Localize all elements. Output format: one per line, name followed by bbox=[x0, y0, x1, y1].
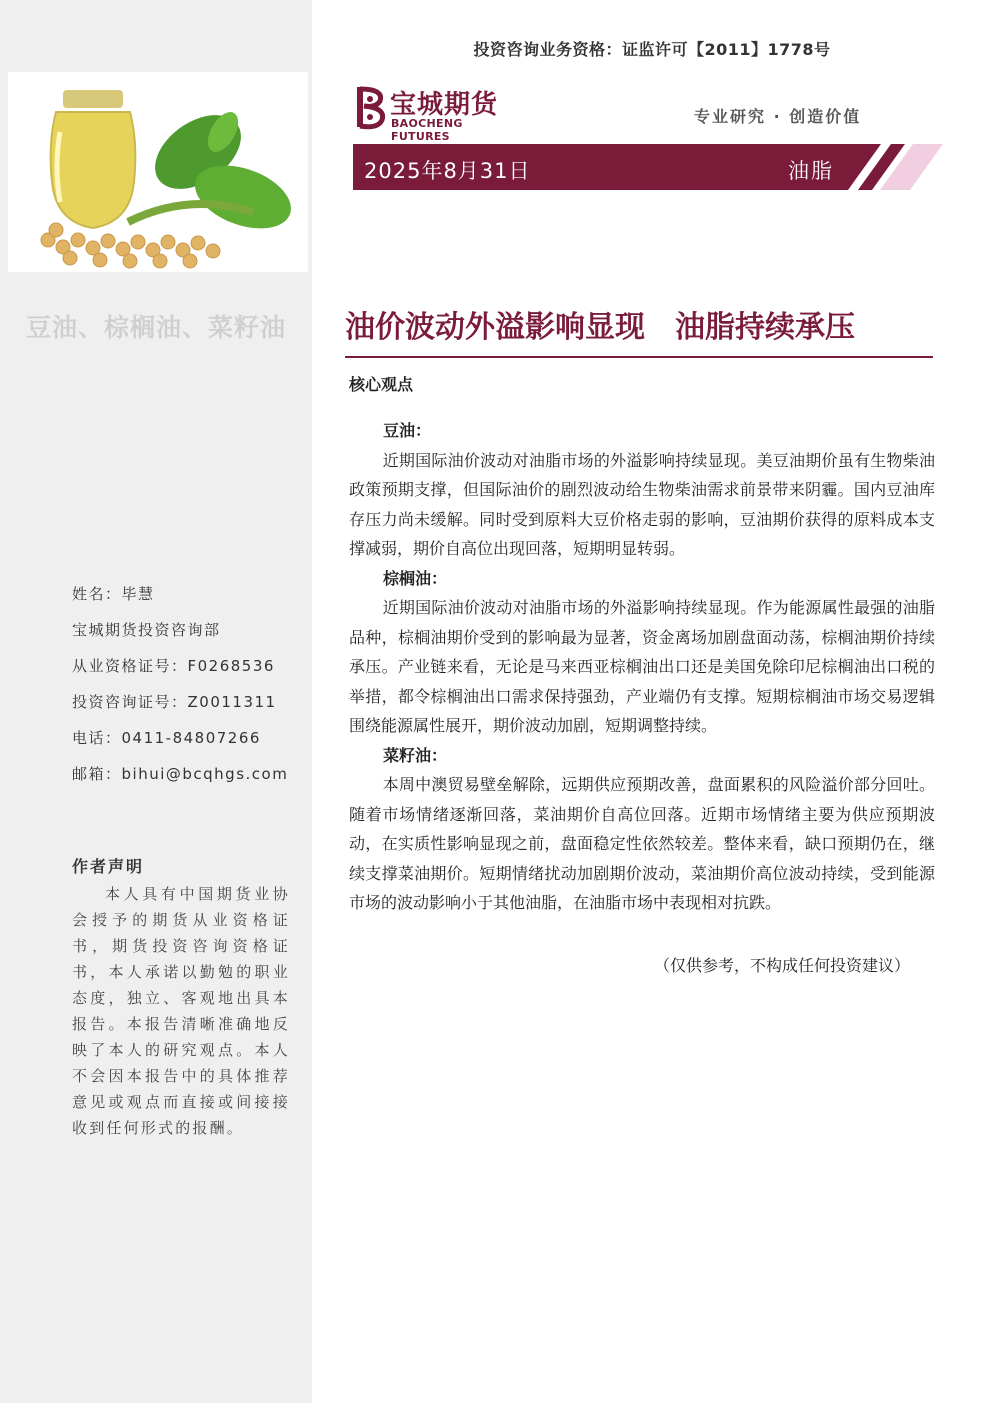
consulting-license-number: 投资咨询证号：Z0011311 bbox=[72, 693, 277, 711]
soybean-oil-paragraph: 近期国际油价波动对油脂市场的外溢影响持续显现。美豆油期价虽有生物柴油政策预期支撑，但国际油价的剧烈波动给生物柴油需求前景带来阴霾。国内豆油库存压力尚未缓解。同时受到原料大豆价格走弱的影响，豆油期价获得的原料成本支撑减弱，期价自高位出现回落，短期明显转弱。 bbox=[349, 450, 935, 558]
sidebar bbox=[0, 0, 312, 1403]
logo-text-en: BAOCHENG FUTURES bbox=[391, 117, 463, 143]
disclaimer: （仅供参考，不构成任何投资建议） bbox=[654, 956, 911, 975]
product-category: 豆油、棕榈油、菜籽油 bbox=[25, 313, 286, 342]
soybean-oil-photo bbox=[8, 72, 308, 272]
logo-mark-icon bbox=[354, 84, 388, 130]
report-headline: 油价波动外溢影响显现 油脂持续承压 bbox=[345, 310, 855, 345]
email-address[interactable]: 邮箱：bihui@bcqhgs.com bbox=[72, 765, 289, 783]
core-views-content bbox=[349, 416, 935, 918]
report-category: 油脂 bbox=[788, 159, 834, 183]
phone-number: 电话：0411-84807266 bbox=[72, 729, 261, 747]
rapeseed-oil-heading: 菜籽油： bbox=[383, 745, 448, 765]
license-line: 投资咨询业务资格：证监许可【2011】1778号 bbox=[473, 40, 831, 59]
headline-divider bbox=[345, 356, 933, 358]
palm-oil-heading: 棕榈油： bbox=[383, 568, 448, 588]
practice-license-number: 从业资格证号：F0268536 bbox=[72, 657, 275, 675]
slogan: 专业研究 · 创造价值 bbox=[694, 107, 862, 126]
declaration-body: 本人具有中国期货业协会授予的期货从业资格证书，期货投资咨询资格证书，本人承诺以勤勉的职业态度，独立、客观地出具本报告。本报告清晰准确地反映了本人的研究观点。本人不会因本报告中的具体推荐意见或观点而直接或间接接收到任何形式的报酬。 bbox=[72, 885, 290, 1137]
rapeseed-oil-paragraph: 本周中澳贸易壁垒解除，远期供应预期改善，盘面累积的风险溢价部分回吐。随着市场情绪逐渐回落，菜油期价自高位回落。近期市场情绪主要为供应预期波动，在实质性影响显现之前，盘面稳定性依然较差。整体来看，缺口预期仍在，继续支撑菜油期价。短期情绪扰动加剧期价波动，菜油期价高位波动持续，受到能源市场的波动影响小于其他油脂，在油脂市场中表现相对抗跌。 bbox=[349, 775, 935, 912]
palm-oil-paragraph: 近期国际油价波动对油脂市场的外溢影响持续显现。作为能源属性最强的油脂品种，棕榈油期价受到的影响最为显著，资金离场加剧盘面动荡，棕榈油期价持续承压。产业链来看，无论是马来西亚棕榈油出口还是美国免除印尼棕榈油出口税的举措，都令棕榈油出口需求保持强劲，产业端仍有支撑。短期棕榈油市场交易逻辑围绕能源属性展开，期价波动加剧，短期调整持续。 bbox=[349, 598, 935, 735]
analyst-contact bbox=[72, 583, 302, 799]
report-date: 2025年8月31日 bbox=[364, 159, 531, 183]
analyst-name: 姓名：毕慧 bbox=[72, 585, 155, 603]
core-views-title: 核心观点 bbox=[349, 375, 414, 394]
company-logo bbox=[354, 84, 524, 143]
analyst-department: 宝城期货投资咨询部 bbox=[72, 621, 221, 639]
declaration-title: 作者声明 bbox=[72, 857, 145, 876]
soybean-oil-heading: 豆油： bbox=[383, 421, 432, 440]
logo-text-cn: 宝城期货 bbox=[390, 90, 499, 120]
